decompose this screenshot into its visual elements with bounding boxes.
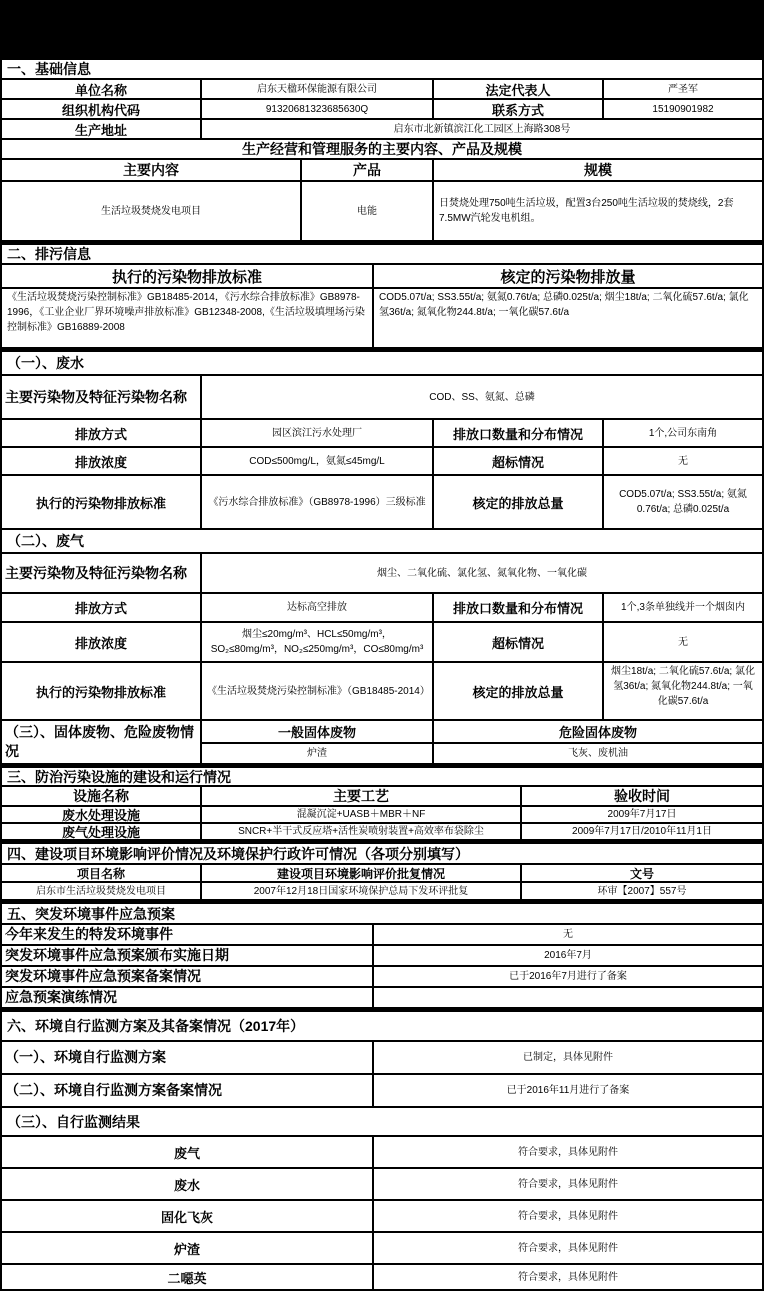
emergency-drill-value — [372, 988, 762, 1007]
wg-exceed-value: 无 — [602, 623, 762, 661]
row-discharge-headers — [2, 265, 762, 289]
row-monitoring-plan — [2, 1042, 762, 1075]
section-title-emergency: 五、突发环境事件应急预案 — [2, 904, 762, 923]
result-gas-value: 符合要求，具体见附件 — [372, 1137, 762, 1167]
wg-method-value: 达标高空排放 — [200, 594, 432, 621]
solid-waste-label: （三）、固体废物、危险废物情况 — [2, 721, 200, 763]
row-wg-pollutants — [2, 554, 762, 594]
emergency-plan-date-value: 2016年7月 — [372, 946, 762, 965]
unit-name-value: 启东天楹环保能源有限公司 — [200, 80, 432, 98]
eia-approval-value: 2007年12月18日国家环境保护总局下发环评批复 — [200, 883, 520, 899]
ww-total-label: 核定的排放总量 — [432, 476, 602, 528]
eia-name-header: 项目名称 — [2, 865, 200, 881]
row-result-water — [2, 1169, 762, 1201]
wg-total-label: 核定的排放总量 — [432, 663, 602, 719]
facility-gas-process: SNCR+半干式反应塔+活性炭喷射装置+高效率布袋除尘 — [200, 824, 520, 839]
result-fly-ash-value: 符合要求，具体见附件 — [372, 1201, 762, 1231]
wg-conc-value: 烟尘≤20mg/m³、HCL≤50mg/m³，SO₂≤80mg/m³，NO₂≤250mg/m³，CO≤80mg/m³ — [200, 623, 432, 661]
row-business-header — [2, 140, 762, 160]
row-emergency-event — [2, 925, 762, 946]
wg-pollutant-label: 主要污染物及特征污染物名称 — [2, 554, 200, 592]
section-title-waste-gas: （二）、废气 — [2, 530, 762, 552]
org-code-label: 组织机构代码 — [2, 100, 200, 118]
emergency-event-label: 今年来发生的特发环境事件 — [2, 925, 372, 944]
discharge-amount-header: 核定的污染物排放量 — [372, 265, 762, 287]
result-water-label: 废水 — [2, 1169, 372, 1199]
row-wg-concentration — [2, 623, 762, 663]
eia-doc-header: 文号 — [520, 865, 762, 881]
facility-gas-name: 废气处理设施 — [2, 824, 200, 839]
row-business-content — [2, 182, 762, 242]
row-emergency-drill — [2, 988, 762, 1009]
facility-ww-process: 混凝沉淀+UASB＋MBR＋NF — [200, 807, 520, 822]
result-gas-label: 废气 — [2, 1137, 372, 1167]
result-slag-label: 炉渣 — [2, 1233, 372, 1263]
contact-value: 15190901982 — [602, 100, 762, 118]
emergency-drill-label: 应急预案演练情况 — [2, 988, 372, 1007]
row-eia-values — [2, 883, 762, 901]
monitoring-results-label: （三）、自行监测结果 — [2, 1108, 762, 1135]
wg-method-label: 排放方式 — [2, 594, 200, 621]
section-emergency — [2, 904, 762, 925]
unit-name-label: 单位名称 — [2, 80, 200, 98]
emergency-record-label: 突发环境事件应急预案备案情况 — [2, 967, 372, 986]
section-basic-info — [2, 60, 762, 80]
row-result-dioxin — [2, 1265, 762, 1291]
ww-standard-value: 《污水综合排放标准》（GB8978-1996）三级标准 — [200, 476, 432, 528]
ww-outlets-value: 1个,公司东南角 — [602, 420, 762, 446]
section-title-discharge: 二、排污信息 — [2, 245, 762, 263]
wg-outlets-value: 1个,3条单独线并一个烟囱内 — [602, 594, 762, 621]
address-label: 生产地址 — [2, 120, 200, 138]
row-unit-name — [2, 80, 762, 100]
product-value: 电能 — [300, 182, 432, 240]
emergency-event-value: 无 — [372, 925, 762, 944]
wg-conc-label: 排放浓度 — [2, 623, 200, 661]
hazardous-waste-header: 危险固体废物 — [432, 721, 762, 742]
eia-name-value: 启东市生活垃圾焚烧发电项目 — [2, 883, 200, 899]
row-facility-gas — [2, 824, 762, 841]
section-eia — [2, 844, 762, 865]
discharge-amount-text: COD5.07t/a; SS3.55t/a; 氨氮0.76t/a; 总磷0.025t/a; 烟尘18t/a; 二氧化硫57.6t/a; 氯化氢36t/a; 氮氧化物244.8t/a; 一氧化碳57.6t/a — [372, 289, 762, 347]
emergency-record-value: 已于2016年7月进行了备案 — [372, 967, 762, 986]
row-result-fly-ash — [2, 1201, 762, 1233]
ww-total-value: COD5.07t/a; SS3.55t/a; 氨氮0.76t/a; 总磷0.025t/a — [602, 476, 762, 528]
row-monitoring-record — [2, 1075, 762, 1108]
section-title-wastewater: （一）、废水 — [2, 352, 762, 374]
emergency-plan-date-label: 突发环境事件应急预案颁布实施日期 — [2, 946, 372, 965]
scale-value: 日焚烧处理750吨生活垃圾，配置3台250吨生活垃圾的焚烧线，2套7.5MW汽轮发电机组。 — [432, 182, 762, 240]
discharge-standard-header: 执行的污染物排放标准 — [2, 265, 372, 287]
wg-pollutant-value: 烟尘、二氧化硫、氯化氢、氮氧化物、一氧化碳 — [200, 554, 762, 592]
row-org-code — [2, 100, 762, 120]
ww-exceed-value: 无 — [602, 448, 762, 474]
section-facilities — [2, 768, 762, 787]
monitoring-record-label: （二）、环境自行监测方案备案情况 — [2, 1075, 372, 1106]
eia-doc-value: 环审【2007】557号 — [520, 883, 762, 899]
row-eia-headers — [2, 865, 762, 883]
general-waste-header: 一般固体废物 — [202, 721, 432, 742]
row-solid-waste — [2, 721, 762, 765]
section-self-monitoring — [2, 1012, 762, 1042]
redacted-header-band — [0, 0, 764, 60]
facility-accept-header: 验收时间 — [520, 787, 762, 805]
row-discharge-content — [2, 289, 762, 349]
discharge-standard-text: 《生活垃圾焚烧污染控制标准》GB18485-2014，《污水综合排放标准》GB8978-1996，《工业企业厂界环境噪声排放标准》GB12348-2008,《生活垃圾填埋场污染控制标准》GB16889-2008 — [2, 289, 372, 347]
row-ww-method — [2, 420, 762, 448]
result-water-value: 符合要求，具体见附件 — [372, 1169, 762, 1199]
row-ww-concentration — [2, 448, 762, 476]
section-waste-gas — [2, 530, 762, 554]
legal-rep-label: 法定代表人 — [432, 80, 602, 98]
section-title-self-monitoring: 六、环境自行监测方案及其备案情况（2017年） — [2, 1012, 762, 1040]
content-value: 生活垃圾焚烧发电项目 — [2, 182, 300, 240]
content-header: 主要内容 — [2, 160, 300, 180]
row-ww-standard — [2, 476, 762, 530]
monitoring-plan-label: （一）、环境自行监测方案 — [2, 1042, 372, 1073]
row-emergency-record — [2, 967, 762, 988]
hazardous-waste-value: 飞灰、废机油 — [432, 744, 762, 763]
wg-standard-value: 《生活垃圾焚烧污染控制标准》（GB18485-2014） — [200, 663, 432, 719]
scale-header: 规模 — [432, 160, 762, 180]
result-fly-ash-label: 固化飞灰 — [2, 1201, 372, 1231]
row-result-gas — [2, 1137, 762, 1169]
ww-pollutant-value: COD、SS、氨氮、总磷 — [200, 376, 762, 418]
row-facility-headers — [2, 787, 762, 807]
eia-approval-header: 建设项目环境影响评价批复情况 — [200, 865, 520, 881]
ww-conc-value: COD≤500mg/L，氨氮≤45mg/L — [200, 448, 432, 474]
facility-ww-name: 废水处理设施 — [2, 807, 200, 822]
wg-total-value: 烟尘18t/a; 二氧化硫57.6t/a; 氯化氢36t/a; 氮氧化物244.8t/a; 一氧化碳57.6t/a — [602, 663, 762, 719]
row-result-slag — [2, 1233, 762, 1265]
facility-ww-time: 2009年7月17日 — [520, 807, 762, 822]
row-emergency-plan-date — [2, 946, 762, 967]
row-ww-pollutants — [2, 376, 762, 420]
monitoring-plan-value: 已制定，具体见附件 — [372, 1042, 762, 1073]
ww-outlets-label: 排放口数量和分布情况 — [432, 420, 602, 446]
wg-exceed-label: 超标情况 — [432, 623, 602, 661]
ww-pollutant-label: 主要污染物及特征污染物名称 — [2, 376, 200, 418]
result-slag-value: 符合要求，具体见附件 — [372, 1233, 762, 1263]
solid-waste-headers — [202, 721, 762, 742]
section-title-basic: 一、基础信息 — [2, 60, 762, 78]
legal-rep-value: 严圣军 — [602, 80, 762, 98]
address-value: 启东市北新镇滨江化工园区上海路308号 — [200, 120, 762, 138]
contact-label: 联系方式 — [432, 100, 602, 118]
facility-gas-time: 2009年7月17日/2010年11月1日 — [520, 824, 762, 839]
ww-standard-label: 执行的污染物排放标准 — [2, 476, 200, 528]
product-header: 产品 — [300, 160, 432, 180]
org-code-value: 91320681323685630Q — [200, 100, 432, 118]
solid-waste-grid — [200, 721, 762, 763]
solid-waste-values — [202, 742, 762, 763]
business-header: 生产经营和管理服务的主要内容、产品及规模 — [2, 140, 762, 158]
ww-method-label: 排放方式 — [2, 420, 200, 446]
disclosure-table — [2, 60, 762, 1291]
row-wg-standard — [2, 663, 762, 721]
row-address — [2, 120, 762, 140]
row-wg-method — [2, 594, 762, 623]
section-wastewater — [2, 352, 762, 376]
section-monitoring-results — [2, 1108, 762, 1137]
ww-exceed-label: 超标情况 — [432, 448, 602, 474]
result-dioxin-label: 二噁英 — [2, 1265, 372, 1289]
section-discharge-info — [2, 245, 762, 265]
facility-process-header: 主要工艺 — [200, 787, 520, 805]
section-title-eia: 四、建设项目环境影响评价情况及环境保护行政许可情况（各项分别填写） — [2, 844, 762, 863]
ww-conc-label: 排放浓度 — [2, 448, 200, 474]
row-business-columns — [2, 160, 762, 182]
general-waste-value: 炉渣 — [202, 744, 432, 763]
wg-standard-label: 执行的污染物排放标准 — [2, 663, 200, 719]
section-title-facilities: 三、防治污染设施的建设和运行情况 — [2, 768, 762, 785]
result-dioxin-value: 符合要求，具体见附件 — [372, 1265, 762, 1289]
monitoring-record-value: 已于2016年11月进行了备案 — [372, 1075, 762, 1106]
wg-outlets-label: 排放口数量和分布情况 — [432, 594, 602, 621]
facility-name-header: 设施名称 — [2, 787, 200, 805]
ww-method-value: 园区滨江污水处理厂 — [200, 420, 432, 446]
